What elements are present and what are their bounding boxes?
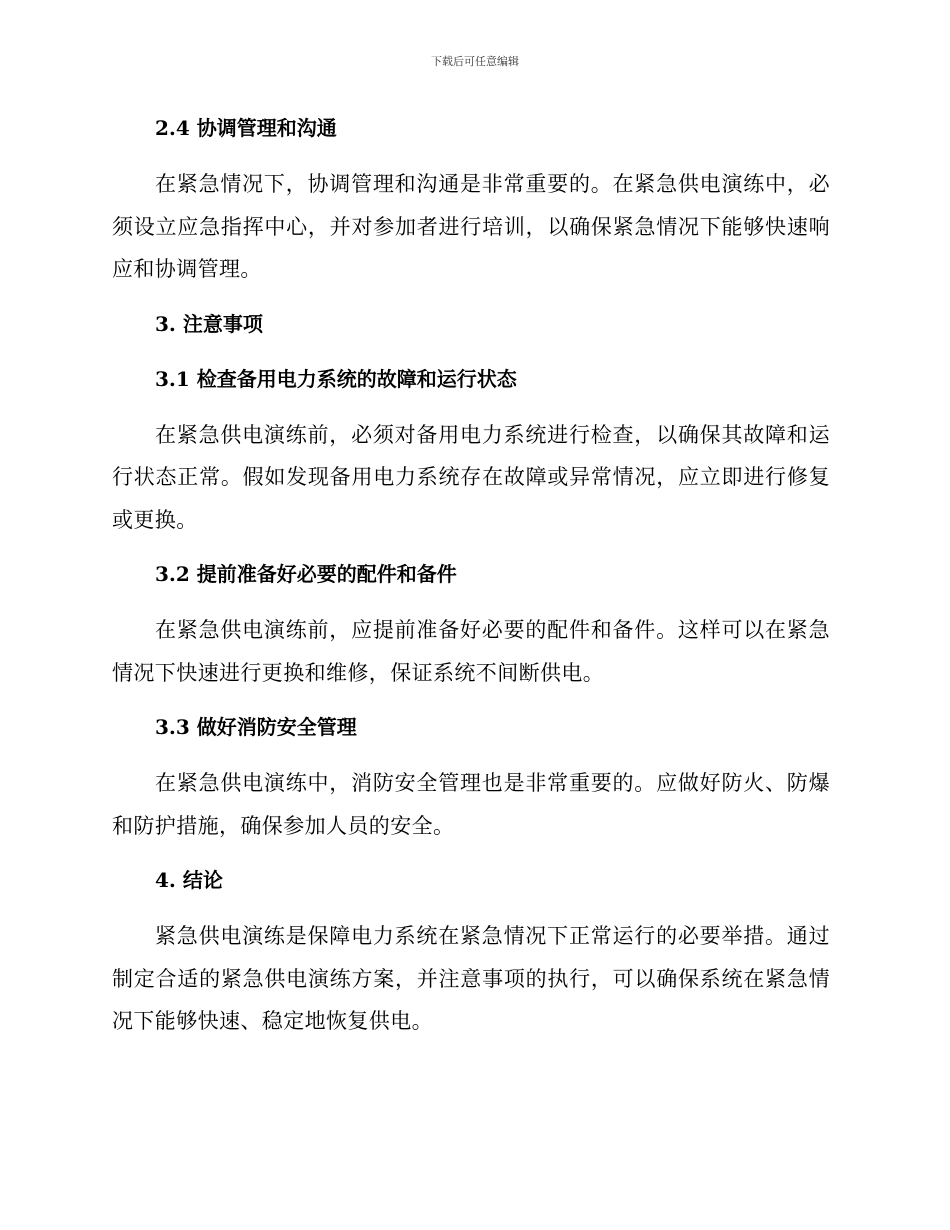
document-body xyxy=(112,108,830,1043)
section-paragraph-2-4: 在紧急情况下，协调管理和沟通是非常重要的。在紧急供电演练中，必须设立应急指挥中心，并对参加者进行培训，以确保紧急情况下能够快速响应和协调管理。 xyxy=(112,172,830,281)
section-paragraph-3-1: 在紧急供电演练前，必须对备用电力系统进行检查，以确保其故障和运行状态正常。假如发现备用电力系统存在故障或异常情况，应立即进行修复或更换。 xyxy=(112,422,830,532)
section-paragraph-3-3: 在紧急供电演练中，消防安全管理也是非常重要的。应做好防火、防爆和防护措施，确保参加人员的安全。 xyxy=(112,771,830,838)
section-heading-3-3: 3.3 做好消防安全管理 xyxy=(155,715,357,739)
section-heading-3-2: 3.2 提前准备好必要的配件和备件 xyxy=(155,562,457,586)
section-heading-3: 3. 注意事项 xyxy=(155,311,263,336)
section-heading-3-1: 3.1 检查备用电力系统的故障和运行状态 xyxy=(155,366,517,391)
section-paragraph-4: 紧急供电演练是保障电力系统在紧急情况下正常运行的必要举措。通过制定合适的紧急供电演练方案，并注意事项的执行，可以确保系统在紧急情况下能够快速、稳定地恢复供电。 xyxy=(112,924,830,1033)
page-header: 下载后可任意编辑 xyxy=(431,55,519,68)
section-heading-4: 4. 结论 xyxy=(155,868,223,892)
section-heading-2-4: 2.4 协调管理和沟通 xyxy=(155,116,337,140)
section-paragraph-3-2: 在紧急供电演练前，应提前准备好必要的配件和备件。这样可以在紧急情况下快速进行更换和维修，保证系统不间断供电。 xyxy=(112,618,830,685)
